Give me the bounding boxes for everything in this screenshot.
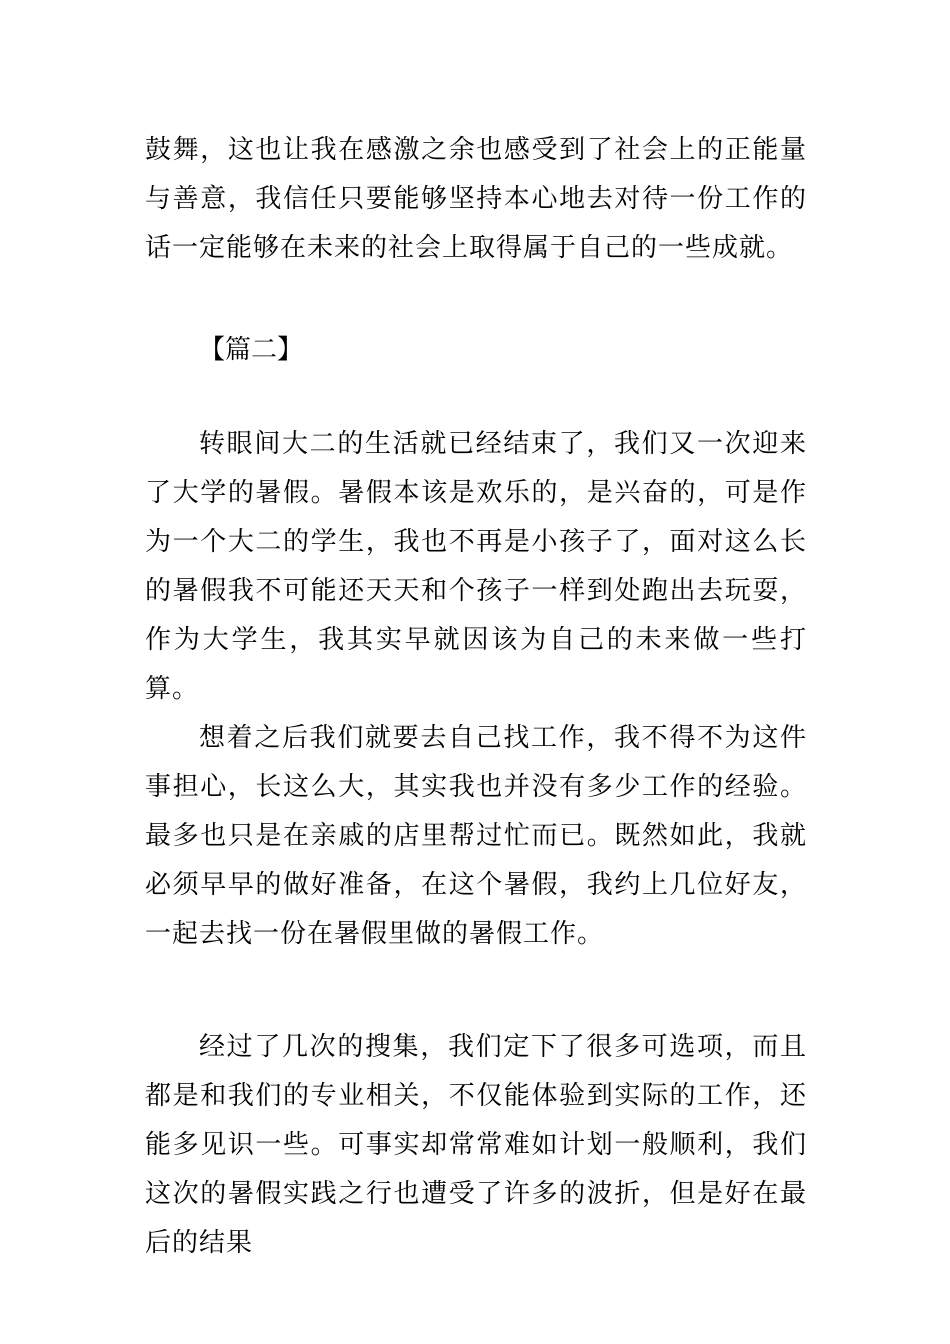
paragraph-continued: [145, 126, 807, 273]
paragraph-text: 转眼间大二的生活就已经结束了，我们又一次迎来了大学的暑假。暑假本该是欢乐的，是兴奋的，可是作为一个大二的学生，我也不再是小孩子了，面对这么长的暑假我不可能还天天和个孩子一样到处跑出去玩耍，作为大学生，我其实早就因该为自己的未来做一些打算。: [145, 429, 807, 704]
paragraph-1: [145, 420, 807, 714]
paragraph-text: 鼓舞，这也让我在感激之余也感受到了社会上的正能量与善意，我信任只要能够坚持本心地去对待一份工作的话一定能够在未来的社会上取得属于自己的一些成就。: [145, 135, 807, 263]
paragraph-3: [145, 1023, 807, 1268]
paragraph-2: [145, 714, 807, 959]
section-heading: 【篇二】: [199, 335, 304, 365]
paragraph-text: 经过了几次的搜集，我们定下了很多可选项，而且都是和我们的专业相关，不仅能体验到实际的工作，还能多见识一些。可事实却常常难如计划一般顺利，我们这次的暑假实践之行也遭受了许多的波折，但是好在最后的结果: [145, 1032, 807, 1258]
paragraph-text: 想着之后我们就要去自己找工作，我不得不为这件事担心，长这么大，其实我也并没有多少工作的经验。最多也只是在亲戚的店里帮过忙而已。既然如此，我就必须早早的做好准备，在这个暑假，我约上几位好友，一起去找一份在暑假里做的暑假工作。: [145, 723, 807, 949]
